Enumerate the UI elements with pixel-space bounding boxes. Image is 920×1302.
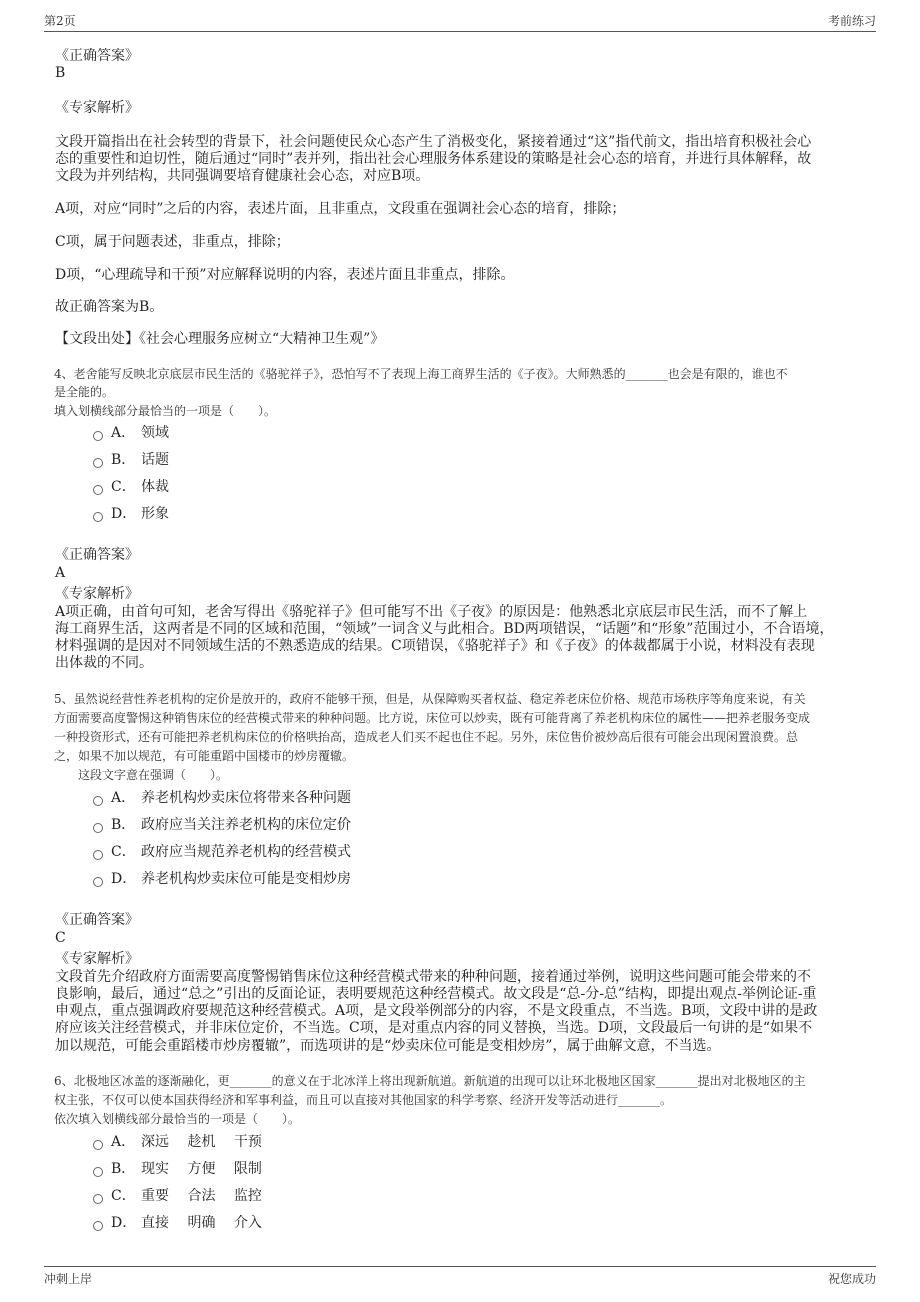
question-stem: 6、北极地区冰盖的逐渐融化，更_______的意义在于北冰洋上将出现新航道。新航道的出现可以让环北极地区国家_______提出对北极地区的主 [54,1074,806,1088]
analysis-heading: 《专家解析》 [55,586,139,602]
question-prompt: 依次填入划横线部分最恰当的一项是（ ）。 [54,1112,301,1126]
analysis-heading: 《专家解析》 [55,951,139,967]
question-prompt: 填入划横线部分最恰当的一项是（ ）。 [54,404,277,418]
radio-icon[interactable] [93,1167,103,1177]
analysis-line: 申观点，重点强调政府要规范这种经营模式。A项，是文段举例部分的内容，不是文段重点，不当选。B项，文段中讲的是政 [55,1003,818,1019]
analysis-note: 故正确答案为B。 [55,299,164,315]
radio-icon[interactable] [93,796,103,806]
question-stem: 一种投资形式，还有可能把养老机构床位的价格哄抬高，造成老人们买不起也住不起。另外，床位售价被炒高后很有可能会出现闲置浪费。总 [54,730,799,744]
question-stem: 4、老舍能写反映北京底层市民生活的《骆驼祥子》，恐怕写不了表现上海工商界生活的《子夜》。大师熟悉的_______也会是有限的，谁也不 [54,367,788,381]
option-b[interactable]: B． 现实 方便 限制 [93,1161,262,1178]
option-a[interactable]: A． 养老机构炒卖床位将带来各种问题 [93,790,351,807]
option-c[interactable]: C． 重要 合法 监控 [93,1188,262,1205]
answer-value: C [55,930,66,946]
radio-icon[interactable] [93,458,103,468]
answer-value: B [55,65,66,81]
analysis-line: 海工商界生活，这两者是不同的区域和范围，“领域”一词含义与此相合。BD两项错误，“话题”和“形象”范围过小，不合语境， [55,621,834,637]
radio-icon[interactable] [93,431,103,441]
analysis-line: 文段为并列结构，共同强调要培育健康社会心态，对应B项。 [55,168,430,184]
question-stem: 权主张，不仅可以使本国获得经济和军事利益，而且可以直接对其他国家的科学考察、经济开发等活动进行_______。 [54,1093,673,1107]
header-rule [44,31,876,32]
option-b[interactable]: B． 政府应当关注养老机构的床位定价 [93,817,351,834]
option-d[interactable]: D． 形象 [93,506,169,523]
analysis-line: 良影响，最后，通过“总之”引出的反面论证，表明要规范这种经营模式。故文段是“总-分-总”结构，即提出观点-举例论证-重 [55,986,817,1002]
analysis-note: A项，对应“同时”之后的内容，表述片面，且非重点，文段重在强调社会心态的培育，排除； [55,201,626,217]
footer-right-text: 祝您成功 [827,1272,876,1286]
radio-icon[interactable] [93,485,103,495]
question-stem: 是全能的。 [54,385,115,399]
radio-icon[interactable] [93,1221,103,1231]
analysis-line: 加以规范，可能会重蹈楼市炒房覆辙”，而选项讲的是“炒卖床位可能是变相炒房”，属于曲解文意，不当选。 [55,1038,721,1054]
page-header [44,12,876,29]
answer-value: A [55,565,66,581]
footer-left-text: 冲刺上岸 [44,1272,93,1286]
radio-icon[interactable] [93,512,103,522]
source-note: 【文段出处】《社会心理服务应树立“大精神卫生观”》 [55,331,385,347]
answer-heading: 《正确答案》 [55,547,139,563]
option-c[interactable]: C． 体裁 [93,479,169,496]
radio-icon[interactable] [93,1194,103,1204]
question-stem: 方面需要高度警惕这种销售床位的经营模式带来的种种问题。比方说，床位可以炒卖，既有可能背离了养老机构床位的属性——把养老服务变成 [54,711,811,725]
option-b[interactable]: B． 话题 [93,452,169,469]
radio-icon[interactable] [93,877,103,887]
header-title: 考前练习 [827,14,876,28]
radio-icon[interactable] [93,1140,103,1150]
analysis-line: 态的重要性和迫切性，随后通过“同时”表并列，指出社会心理服务体系建设的策略是社会心态的培育，并进行具体解释，故 [55,151,812,167]
answer-heading: 《正确答案》 [55,912,139,928]
analysis-line: 府应该关注经营模式，并非床位定价，不当选。C项，是对重点内容的同义替换，当选。D项，文段最后一句讲的是“如果不 [55,1020,813,1036]
question-stem: 5、虽然说经营性养老机构的定价是放开的，政府不能够干预，但是，从保障购买者权益、稳定养老床位价格、规范市场秩序等角度来说，有关 [54,692,806,706]
option-a[interactable]: A． 领域 [93,425,169,442]
option-c[interactable]: C． 政府应当规范养老机构的经营模式 [93,844,351,861]
page-number: 第2页 [44,14,76,28]
option-d[interactable]: D． 养老机构炒卖床位可能是变相炒房 [93,871,351,888]
question-prompt: 这段文字意在强调（ ）。 [54,768,229,782]
analysis-heading: 《专家解析》 [55,100,139,116]
page-footer [44,1270,876,1287]
footer-rule [44,1266,876,1267]
option-a[interactable]: A． 深远 趁机 干预 [93,1134,262,1151]
analysis-line: 材料强调的是因对不同领域生活的不熟悉造成的结果。C项错误，《骆驼祥子》和《子夜》的体裁都属于小说，材料没有表现 [55,638,815,654]
question-stem: 之，如果不加以规范，有可能重蹈中国楼市的炒房覆辙。 [54,749,355,763]
radio-icon[interactable] [93,823,103,833]
analysis-line: A项正确，由首句可知，老舍写得出《骆驼祥子》但可能写不出《子夜》的原因是：他熟悉北京底层市民生活，而不了解上 [55,604,808,620]
analysis-line: 出体裁的不同。 [55,655,153,671]
analysis-note: D项，“心理疏导和干预”对应解释说明的内容，表述片面且非重点，排除。 [55,267,515,283]
analysis-line: 文段开篇指出在社会转型的背景下，社会问题使民众心态产生了消极变化，紧接着通过“这”指代前文，指出培育积极社会心 [55,134,812,150]
answer-heading: 《正确答案》 [55,48,139,64]
option-d[interactable]: D． 直接 明确 介入 [93,1215,262,1232]
analysis-note: C项，属于问题表述，非重点，排除； [55,234,290,250]
analysis-line: 文段首先介绍政府方面需要高度警惕销售床位这种经营模式带来的种种问题，接着通过举例，说明这些问题可能会带来的不 [55,969,811,985]
radio-icon[interactable] [93,850,103,860]
